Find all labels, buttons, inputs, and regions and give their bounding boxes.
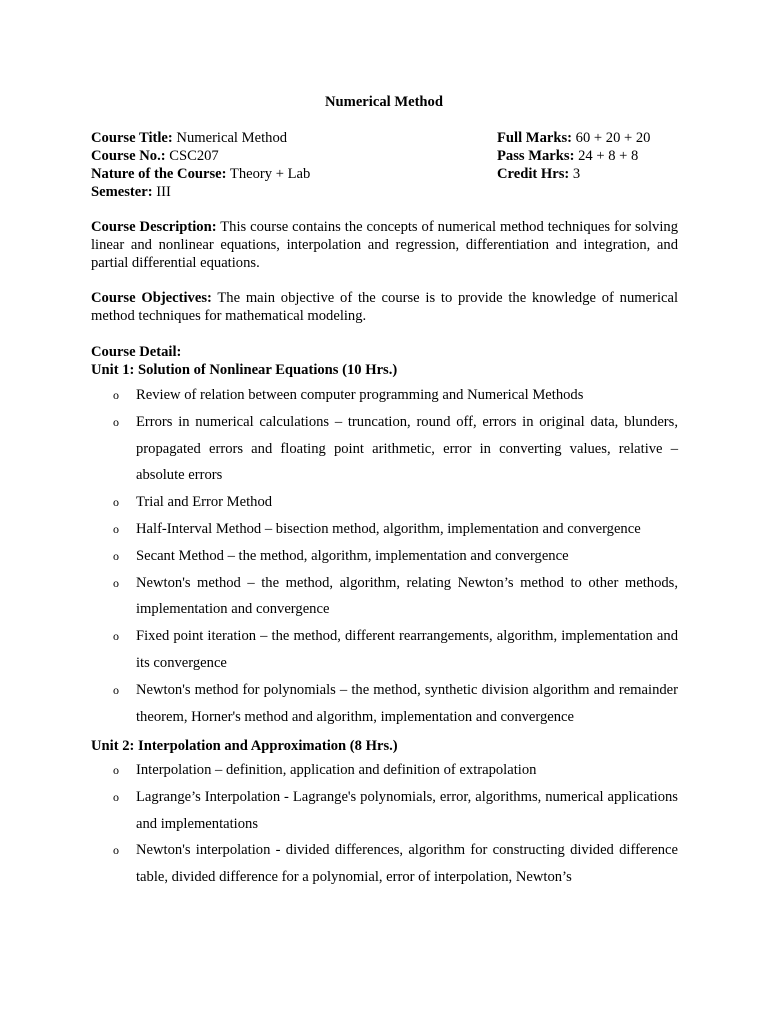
full-marks-value: 60 + 20 + 20	[572, 130, 651, 146]
full-marks-label: Full Marks:	[497, 130, 572, 146]
meta-row	[91, 165, 681, 183]
bullet-icon: o	[113, 763, 119, 777]
list-item	[91, 489, 681, 516]
list-item-text: Review of relation between computer programming and Numerical Methods	[136, 387, 584, 403]
course-no-value: CSC207	[165, 148, 219, 164]
unit-2-heading: Unit 2: Interpolation and Approximation (8 Hrs.)	[91, 738, 398, 754]
list-item-text: Newton's method for polynomials – the method, synthetic division algorithm and remainder theorem, Horner's method and algorithm, implementation and convergence	[136, 681, 678, 725]
course-no-label: Course No.:	[91, 148, 166, 164]
semester-field	[91, 183, 497, 201]
list-item-text: Newton's interpolation - divided differences, algorithm for constructing divided difference table, divided difference for a polynomial, error of interpolation, Newton’s	[136, 842, 678, 886]
course-objectives-text: The main objective of the course is to provide the knowledge of numerical method techniques for mathematical modeling.	[91, 290, 679, 324]
list-item	[91, 409, 681, 489]
course-title-label: Course Title:	[91, 130, 173, 146]
bullet-icon: o	[113, 521, 119, 536]
unit-1-heading: Unit 1: Solution of Nonlinear Equations (10 Hrs.)	[91, 362, 398, 378]
bullet-icon: o	[113, 495, 119, 510]
list-item-text: Newton's method – the method, algorithm, relating Newton’s method to other methods, implementation and convergence	[136, 574, 678, 618]
semester-label: Semester:	[91, 184, 153, 200]
course-description-label: Course Description:	[91, 219, 217, 235]
list-item-text: Errors in numerical calculations – truncation, round off, errors in original data, blunders, propagated errors and floating point arithmetic, error in converting values, relative – absolute errors	[136, 413, 678, 484]
bullet-icon: o	[113, 789, 119, 804]
list-item-text: Trial and Error Method	[136, 494, 273, 511]
nature-label: Nature of the Course:	[91, 166, 227, 182]
credit-hrs-field	[497, 165, 580, 183]
meta-row	[91, 147, 681, 165]
pass-marks-value: 24 + 8 + 8	[574, 148, 639, 164]
list-item-text: Fixed point iteration – the method, different rearrangements, algorithm, implementation and its convergence	[136, 628, 678, 671]
full-marks-field	[497, 129, 650, 147]
course-no-field	[91, 147, 497, 165]
list-item-text: Secant Method – the method, algorithm, implementation and convergence	[136, 547, 569, 564]
course-title-field	[91, 129, 497, 147]
bullet-icon: o	[113, 843, 119, 858]
meta-row	[91, 129, 681, 147]
bullet-icon: o	[113, 682, 119, 697]
bullet-icon: o	[113, 629, 119, 644]
bullet-icon: o	[113, 388, 119, 402]
course-objectives-label: Course Objectives:	[91, 290, 212, 306]
list-item	[91, 757, 681, 784]
bullet-icon: o	[113, 414, 119, 429]
list-item	[91, 382, 681, 409]
list-item-text: Interpolation – definition, application and definition of extrapolation	[136, 762, 537, 778]
list-item	[91, 623, 681, 677]
list-item-text: Half-Interval Method – bisection method, algorithm, implementation and convergence	[136, 520, 641, 537]
credit-hrs-value: 3	[569, 166, 581, 182]
list-item	[91, 516, 681, 543]
list-item	[91, 677, 681, 731]
unit-2-topic-list	[91, 757, 681, 891]
unit-1-topic-list	[91, 382, 681, 730]
nature-field	[91, 165, 497, 183]
list-item	[91, 570, 681, 624]
meta-row	[91, 183, 681, 201]
list-item	[91, 837, 681, 891]
bullet-icon: o	[113, 575, 119, 590]
course-description-text: This course contains the concepts of numerical method techniques for solving linear and nonlinear equations, interpolation and regression, differentiation and integration, and partial differential equations.	[91, 219, 678, 271]
bullet-icon: o	[113, 548, 119, 563]
course-meta	[91, 129, 681, 201]
semester-value: III	[152, 184, 171, 200]
course-description	[91, 218, 678, 272]
document-title: Numerical Method	[325, 94, 443, 110]
credit-hrs-label: Credit Hrs:	[497, 166, 570, 182]
course-detail-heading: Course Detail:	[91, 344, 182, 360]
list-item	[91, 784, 681, 838]
list-item	[91, 543, 681, 570]
course-objectives	[91, 289, 678, 325]
pass-marks-label: Pass Marks:	[497, 148, 575, 164]
pass-marks-field	[497, 147, 638, 165]
nature-value: Theory + Lab	[226, 166, 311, 182]
list-item-text: Lagrange’s Interpolation - Lagrange's polynomials, error, algorithms, numerical applications and implementations	[136, 788, 678, 832]
course-title-value: Numerical Method	[172, 130, 288, 146]
